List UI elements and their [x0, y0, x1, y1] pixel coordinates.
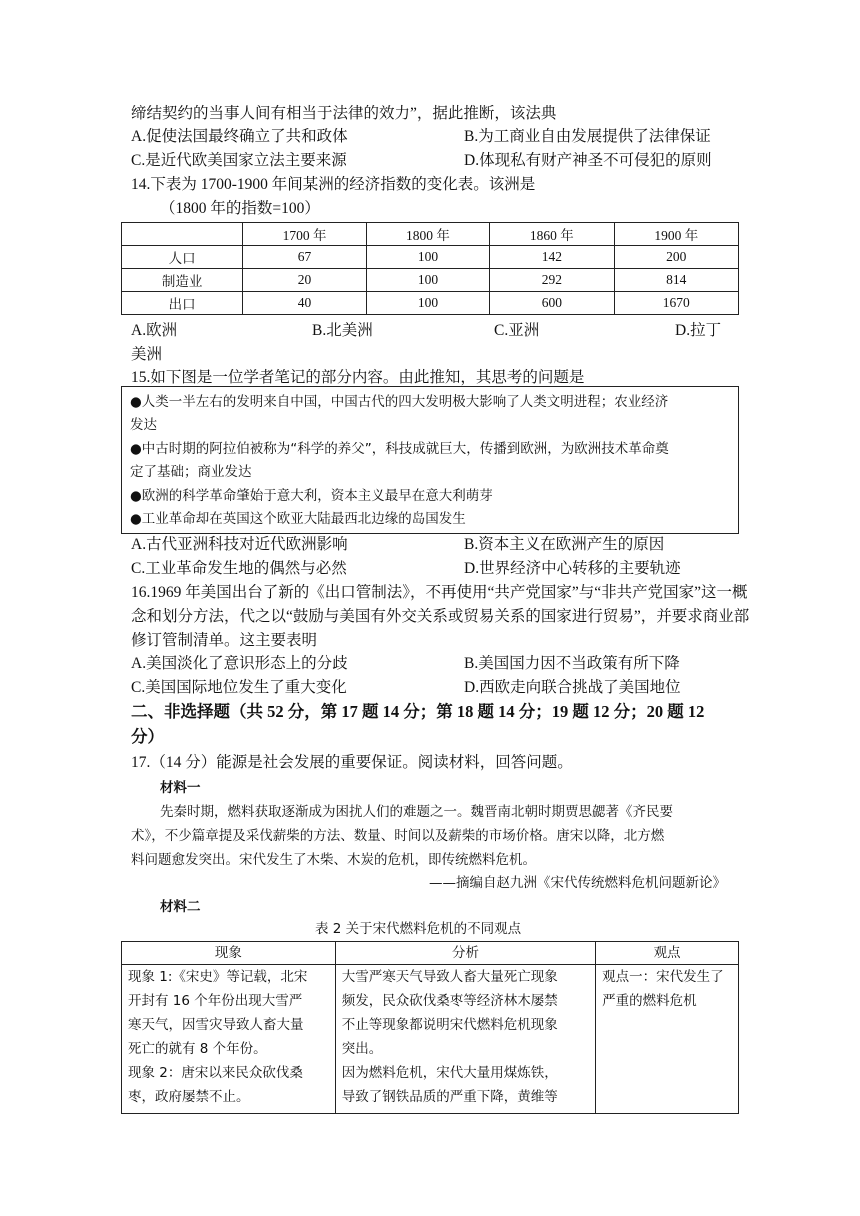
cell-line: 观点一：宋代发生了	[602, 969, 724, 985]
q15-option-b: B.资本主义在欧洲产生的原因	[464, 536, 665, 553]
q14-stem: 14.下表为 1700-1900 年间某洲的经济指数的变化表。该洲是	[131, 176, 536, 193]
table-cell-analysis	[335, 965, 595, 1114]
table-row	[122, 269, 739, 292]
table-cell: 出口	[122, 292, 243, 315]
material-1-title: 材料一	[160, 780, 201, 796]
q13-stem-tail: 缔结契约的当事人间有相当于法律的效力”，据此推断，该法典	[131, 105, 557, 122]
cell-line: 死亡的就有 8 个年份。	[128, 1041, 267, 1057]
table-cell: 100	[366, 246, 489, 269]
table-cell: 1670	[614, 292, 738, 315]
table-cell: 200	[614, 246, 738, 269]
q16-option-c: C.美国国际地位发生了重大变化	[131, 679, 347, 696]
table-header-cell: 观点	[596, 942, 739, 965]
cell-line: 不止等现象都说明宋代燃料危机现象	[341, 1017, 558, 1033]
table-header-cell: 1700 年	[243, 223, 366, 246]
q13-option-a: A.促使法国最终确立了共和政体	[131, 128, 348, 145]
section-heading-continued: 分）	[131, 727, 164, 746]
q14-option-c: C.亚洲	[494, 322, 540, 339]
table-header-row	[122, 942, 739, 965]
cell-line: 导致了钢铁品质的严重下降，黄维等	[341, 1089, 558, 1105]
note-line: 定了基础；商业发达	[130, 464, 252, 480]
material-1-line: 先秦时期，燃料获取逐渐成为困扰人们的难题之一。魏晋南北朝时期贾思勰著《齐民要	[160, 804, 673, 820]
cell-line: 现象 2：唐宋以来民众砍伐桑	[128, 1065, 303, 1081]
fuel-crisis-table	[121, 941, 739, 1114]
q15-option-a: A.古代亚洲科技对近代欧洲影响	[131, 536, 348, 553]
table-header-row	[122, 223, 739, 246]
cell-line: 枣，政府屡禁不止。	[128, 1089, 250, 1105]
q16-option-b: B.美国国力因不当政策有所下降	[464, 655, 680, 672]
q16-stem-line: 念和划分方法，代之以“鼓励与美国有外交关系或贸易关系的国家进行贸易”，并要求商业部	[131, 608, 750, 625]
note-line: ●人类一半左右的发明来自中国，中国古代的四大发明极大影响了人类文明进程；农业经济	[130, 394, 669, 410]
q14-option-d: D.拉丁	[675, 322, 722, 339]
table-cell: 600	[490, 292, 614, 315]
cell-line: 现象 1:《宋史》等记载，北宋	[128, 969, 308, 985]
table-cell: 100	[366, 269, 489, 292]
table-cell: 67	[243, 246, 366, 269]
cell-line: 开封有 16 个年份出现大雪严	[128, 993, 303, 1009]
table-header-cell: 现象	[122, 942, 336, 965]
table-cell: 814	[614, 269, 738, 292]
cell-line: 因为燃料危机，宋代大量用煤炼铁，	[341, 1065, 558, 1081]
note-line: ●中古时期的阿拉伯被称为“科学的养父”，科技成就巨大，传播到欧洲，为欧洲技术革命奠	[130, 441, 669, 457]
section-heading: 二、非选择题（共 52 分，第 17 题 14 分；第 18 题 14 分；19 题 12 分；20 题 12	[131, 702, 705, 721]
table-header-cell: 1900 年	[614, 223, 738, 246]
q16-stem-line: 16.1969 年美国出台了新的《出口管制法》，不再使用“共产党国家”与“非共产党国家”这一概	[131, 584, 748, 601]
q15-option-d: D.世界经济中心转移的主要轨迹	[464, 560, 681, 577]
q13-option-b: B.为工商业自由发展提供了法律保证	[464, 128, 711, 145]
q14-option-a: A.欧洲	[131, 322, 178, 339]
table-row	[122, 246, 739, 269]
cell-line: 寒天气，因雪灾导致人畜大量	[128, 1017, 304, 1033]
table-cell: 人口	[122, 246, 243, 269]
q14-index-note: （1800 年的指数=100）	[160, 200, 320, 217]
q14-option-b: B.北美洲	[312, 322, 373, 339]
q17-stem: 17.（14 分）能源是社会发展的重要保证。阅读材料，回答问题。	[131, 754, 573, 771]
material-1-source: ——摘编自赵九洲《宋代传统燃料危机问题新论》	[429, 875, 726, 891]
table-cell-phenomenon	[122, 965, 336, 1114]
q16-option-d: D.西欧走向联合挑战了美国地位	[464, 679, 681, 696]
cell-line: 大雪严寒天气导致人畜大量死亡现象	[341, 969, 558, 985]
material-1-line: 术》，不少篇章提及采伐薪柴的方法、数量、时间以及薪柴的市场价格。唐宋以降，北方燃	[131, 828, 665, 844]
table-header-cell: 1860 年	[490, 223, 614, 246]
note-line: ●工业革命却在英国这个欧亚大陆最西北边缘的岛国发生	[130, 511, 466, 527]
note-line: ●欧洲的科学革命肇始于意大利，资本主义最早在意大利萌芽	[130, 488, 493, 504]
table-header-cell: 分析	[335, 942, 595, 965]
table-cell: 40	[243, 292, 366, 315]
material-2-title: 材料二	[160, 899, 201, 915]
table-header-cell: 1800 年	[366, 223, 489, 246]
material-1-line: 料问题愈发突出。宋代发生了木柴、木炭的危机，即传统燃料危机。	[131, 852, 536, 868]
table-row	[122, 965, 739, 1114]
q15-stem: 15.如下图是一位学者笔记的部分内容。由此推知，其思考的问题是	[131, 369, 585, 386]
cell-line: 突出。	[341, 1041, 383, 1057]
q14-option-d-continued: 美洲	[131, 346, 163, 363]
table-header-cell	[122, 223, 243, 246]
table-cell-viewpoint	[596, 965, 739, 1114]
table-cell: 制造业	[122, 269, 243, 292]
q14-index-table	[121, 222, 739, 315]
table-cell: 292	[490, 269, 614, 292]
q15-notes-box	[121, 386, 739, 534]
table-caption: 表 2 关于宋代燃料危机的不同观点	[315, 921, 522, 937]
q13-option-c: C.是近代欧美国家立法主要来源	[131, 152, 347, 169]
cell-line: 频发，民众砍伐桑枣等经济林木屡禁	[341, 993, 558, 1009]
table-cell: 100	[366, 292, 489, 315]
table-cell: 142	[490, 246, 614, 269]
q16-option-a: A.美国淡化了意识形态上的分歧	[131, 655, 348, 672]
table-cell: 20	[243, 269, 366, 292]
cell-line: 严重的燃料危机	[602, 993, 697, 1009]
q13-option-d: D.体现私有财产神圣不可侵犯的原则	[464, 152, 712, 169]
note-line: 发达	[130, 417, 157, 433]
q15-option-c: C.工业革命发生地的偶然与必然	[131, 560, 347, 577]
table-row	[122, 292, 739, 315]
q16-stem-line: 修订管制清单。这主要表明	[131, 632, 318, 649]
